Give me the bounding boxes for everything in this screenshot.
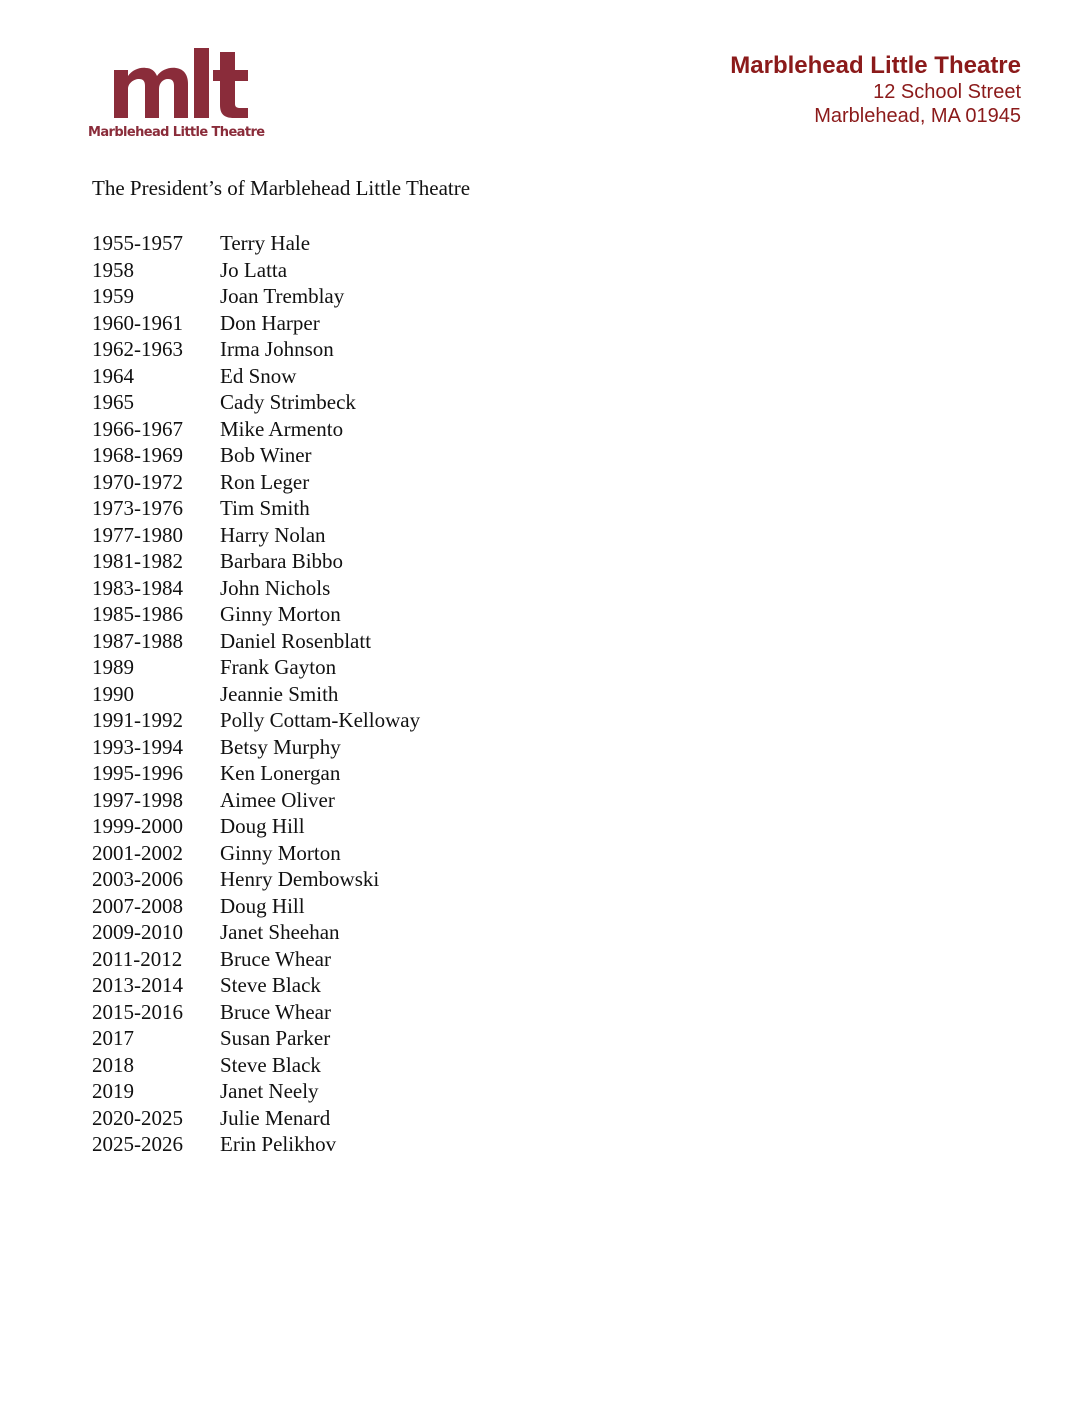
president-row <box>92 1131 420 1158</box>
president-row <box>92 601 420 628</box>
president-years: 1955-1957 <box>92 231 183 255</box>
president-name: Polly Cottam-Kelloway <box>220 708 421 732</box>
president-name: Barbara Bibbo <box>220 549 344 573</box>
president-row <box>92 654 420 681</box>
president-row <box>92 866 420 893</box>
president-row <box>92 919 420 946</box>
president-years: 1981-1982 <box>92 549 183 573</box>
president-row <box>92 893 420 920</box>
president-name: Mike Armento <box>220 416 344 441</box>
president-name: Joan Tremblay <box>220 284 345 308</box>
president-row <box>92 257 420 284</box>
president-name: Tim Smith <box>220 496 310 520</box>
logo-caption: Marblehead Little Theatre <box>88 125 265 140</box>
president-years: 1968-1969 <box>92 443 183 467</box>
president-row <box>92 548 420 575</box>
letterhead-street: 12 School Street <box>873 81 1021 103</box>
president-years: 2013-2014 <box>92 973 183 997</box>
president-name: Jo Latta <box>220 257 288 282</box>
president-years: 2017 <box>92 1026 134 1050</box>
letterhead <box>730 52 1021 128</box>
president-years: 1999-2000 <box>92 814 183 838</box>
president-years: 2003-2006 <box>92 867 183 891</box>
president-row <box>92 575 420 602</box>
president-name: Bruce Whear <box>220 999 331 1024</box>
president-name: Cady Strimbeck <box>220 390 356 414</box>
president-name: Ron Leger <box>220 469 310 494</box>
president-row <box>92 1078 420 1105</box>
president-years: 2011-2012 <box>92 946 183 971</box>
document-title: The President’s of Marblehead Little Theatre <box>92 176 471 200</box>
president-row <box>92 972 420 999</box>
president-years: 1993-1994 <box>92 734 183 759</box>
president-name: Steve Black <box>220 1052 321 1077</box>
president-name: Henry Dembowski <box>220 867 380 891</box>
president-name: Ed Snow <box>220 363 297 388</box>
president-years: 2007-2008 <box>92 893 183 918</box>
president-row <box>92 495 420 522</box>
president-years: 1995-1996 <box>92 761 183 785</box>
president-name: Bruce Whear <box>220 946 331 971</box>
president-row <box>92 469 420 496</box>
president-row <box>92 628 420 655</box>
president-years: 2015-2016 <box>92 999 183 1024</box>
president-name: Don Harper <box>220 310 320 335</box>
president-row <box>92 760 420 787</box>
president-years: 1964 <box>92 363 134 388</box>
president-name: Janet Sheehan <box>220 920 340 944</box>
president-name: Ginny Morton <box>220 840 341 865</box>
president-years: 1977-1980 <box>92 522 183 547</box>
president-years: 1997-1998 <box>92 787 183 812</box>
president-name: Betsy Murphy <box>220 734 341 759</box>
president-name: Julie Menard <box>220 1105 331 1130</box>
president-name: Bob Winer <box>220 443 312 467</box>
president-name: Susan Parker <box>220 1026 331 1050</box>
president-name: Doug Hill <box>220 814 305 838</box>
president-years: 2020-2025 <box>92 1105 183 1130</box>
president-years: 1960-1961 <box>92 310 183 335</box>
president-row <box>92 283 420 310</box>
president-row <box>92 310 420 337</box>
president-name: Frank Gayton <box>220 655 337 679</box>
president-years: 1983-1984 <box>92 575 183 600</box>
president-row <box>92 946 420 973</box>
president-years: 1987-1988 <box>92 628 183 653</box>
presidents-list <box>92 230 420 1158</box>
president-row <box>92 416 420 443</box>
president-name: Daniel Rosenblatt <box>220 628 372 653</box>
president-years: 1966-1967 <box>92 416 183 441</box>
president-name: Doug Hill <box>220 893 305 918</box>
president-row <box>92 999 420 1026</box>
president-name: Aimee Oliver <box>220 787 335 812</box>
president-row <box>92 442 420 469</box>
president-name: Irma Johnson <box>220 337 334 361</box>
president-name: Erin Pelikhov <box>220 1132 337 1156</box>
president-name: Terry Hale <box>220 231 311 255</box>
president-name: Janet Neely <box>220 1079 319 1103</box>
president-years: 2001-2002 <box>92 840 183 865</box>
letterhead-city: Marblehead, MA 01945 <box>814 105 1021 127</box>
president-row <box>92 1105 420 1132</box>
president-years: 1973-1976 <box>92 496 183 520</box>
president-years: 1970-1972 <box>92 469 183 494</box>
letterhead-org-name: Marblehead Little Theatre <box>730 52 1021 79</box>
president-row <box>92 230 420 257</box>
president-years: 1959 <box>92 284 134 308</box>
president-name: Harry Nolan <box>220 522 326 547</box>
president-row <box>92 363 420 390</box>
mlt-logo <box>88 48 288 148</box>
president-row <box>92 734 420 761</box>
president-name: John Nichols <box>220 575 331 600</box>
president-row <box>92 813 420 840</box>
president-years: 2025-2026 <box>92 1132 183 1156</box>
president-name: Ginny Morton <box>220 602 341 626</box>
president-years: 1991-1992 <box>92 708 183 732</box>
president-name: Steve Black <box>220 973 321 997</box>
president-row <box>92 389 420 416</box>
president-years: 1989 <box>92 655 134 679</box>
president-years: 1965 <box>92 390 134 414</box>
president-name: Ken Lonergan <box>220 761 341 785</box>
president-years: 1958 <box>92 257 134 282</box>
president-years: 2009-2010 <box>92 920 183 944</box>
president-name: Jeannie Smith <box>220 681 339 706</box>
president-row <box>92 1025 420 1052</box>
president-years: 1985-1986 <box>92 602 183 626</box>
president-row <box>92 707 420 734</box>
president-row <box>92 681 420 708</box>
president-row <box>92 336 420 363</box>
president-years: 1990 <box>92 681 134 706</box>
president-row <box>92 1052 420 1079</box>
president-row <box>92 522 420 549</box>
president-years: 2019 <box>92 1079 134 1103</box>
president-row <box>92 787 420 814</box>
mlt-logo-mark <box>114 48 250 124</box>
president-years: 2018 <box>92 1052 134 1077</box>
president-row <box>92 840 420 867</box>
president-years: 1962-1963 <box>92 337 183 361</box>
